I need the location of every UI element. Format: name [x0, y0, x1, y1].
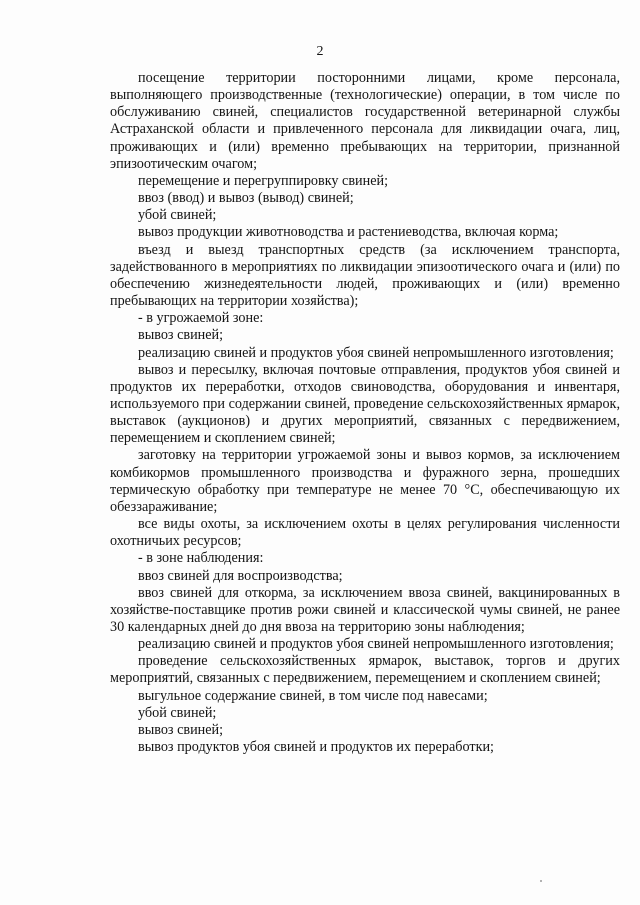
paragraph-slaughter-2: убой свиней;	[138, 704, 217, 721]
paragraph-sale-products-2: реализацию свиней и продуктов убоя свиней непромышленного изготовления;	[138, 636, 614, 653]
paragraph-movement-regrouping: перемещение и перегруппировку свиней;	[138, 172, 389, 189]
paragraph-export-pigs-2: вывоз свиней;	[138, 721, 224, 738]
paragraph-vehicle-entry: въезд и выезд транспортных средств (за исключением транспорта, задействованного в мероприятиях по ликвидации эпизоотического очага и (или) по обеспечению жизнедеятельности людей, проживающих и (или) временно пребывающих на территории хозяйства);	[110, 241, 620, 310]
heading-observation-zone: - в зоне наблюдения:	[138, 550, 264, 567]
heading-threatened-zone: - в угрожаемой зоне:	[138, 310, 264, 327]
paragraph-export-products: вывоз продукции животноводства и растениеводства, включая корма;	[138, 224, 559, 241]
paragraph-sale-products: реализацию свиней и продуктов убоя свиней непромышленного изготовления;	[138, 344, 614, 361]
paragraph-hunting: все виды охоты, за исключением охоты в целях регулирования численности охотничьих ресурсов;	[110, 516, 620, 550]
paragraph-export-slaughter-products: вывоз продуктов убоя свиней и продуктов их переработки;	[138, 739, 494, 756]
paragraph-export-shipping: вывоз и пересылку, включая почтовые отправления, продуктов убоя свиней и продуктов их переработки, отходов свиноводства, оборудования и инвентаря, используемого при содержании свиней, проведение сельскохозяйственных ярмарок, выставок (аукционов) и других мероприятий, связанных с передвижением, перемещением и скоплением свиней;	[110, 361, 620, 447]
scan-speck	[540, 880, 542, 882]
paragraph-feed-procurement: заготовку на территории угрожаемой зоны и вывоз кормов, за исключением комбикормов промышленного производства и фуражного зерна, прошедших термическую обработку при температуре не менее 70 °С, обеспечивающую их обеззараживание;	[110, 447, 620, 515]
paragraph-import-breeding: ввоз свиней для воспроизводства;	[138, 567, 343, 584]
page-number: 2	[316, 44, 324, 59]
paragraph-free-range: выгульное содержание свиней, в том числе под навесами;	[138, 687, 488, 704]
paragraph-export-pigs: вывоз свиней;	[138, 327, 224, 344]
paragraph-import-export-pigs: ввоз (ввод) и вывоз (вывод) свиней;	[138, 190, 354, 207]
paragraph-import-fattening: ввоз свиней для откорма, за исключением ввоза свиней, вакцинированных в хозяйстве-поставщике против рожи свиней и классической чумы свиней, не ранее 30 календарных дней до дня ввоза на территорию зоны наблюдения;	[110, 584, 620, 635]
document-text-body	[110, 70, 620, 756]
paragraph-slaughter: убой свиней;	[138, 207, 217, 224]
paragraph-fairs: проведение сельскохозяйственных ярмарок, выставок, торгов и других мероприятий, связанных с передвижением, перемещением и скоплением свиней;	[110, 653, 620, 687]
paragraph-visit-restriction: посещение территории посторонними лицами, кроме персонала, выполняющего производственные (технологические) операции, в том числе по обслуживанию свиней, специалистов государственной ветеринарной службы Астраханской области и привлеченного персонала для ликвидации очага, лиц, проживающих и (или) временно пребывающих на территории, признанной эпизоотическим очагом;	[110, 70, 620, 172]
